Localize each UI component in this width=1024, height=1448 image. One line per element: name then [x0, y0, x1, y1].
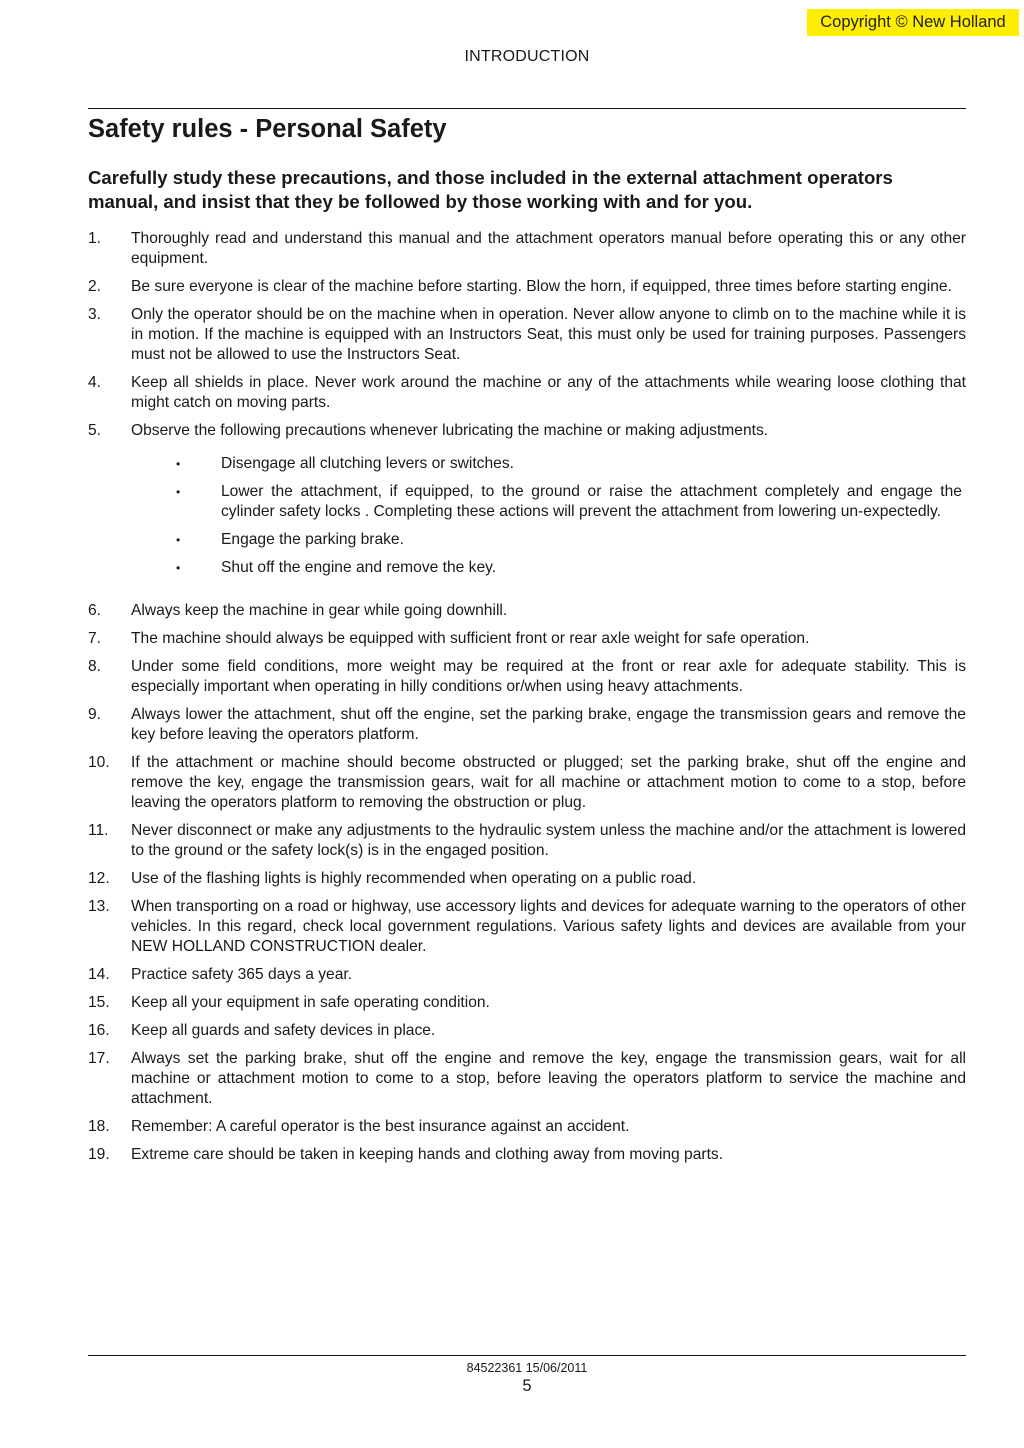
list-item: [88, 897, 966, 957]
item-number: 14.: [88, 966, 110, 983]
list-item: [88, 1049, 966, 1109]
item-number: 16.: [88, 1022, 110, 1039]
item-number: 18.: [88, 1118, 110, 1135]
bullet-icon: •: [176, 485, 181, 499]
item-text: Extreme care should be taken in keeping hands and clothing away from moving parts.: [131, 1146, 724, 1163]
precautions-sublist: [131, 454, 966, 578]
list-item: [88, 821, 966, 861]
list-item: [88, 657, 966, 697]
item-text: Always set the parking brake, shut off the engine and remove the key, engage the transmission gears, wait for all machine or attachment motion to come to a stop, before leaving the operators platform to service the machine and attachment.: [131, 1050, 966, 1107]
item-text: Only the operator should be on the machine when in operation. Never allow anyone to climb on to the machine while it is in motion. If the machine is equipped with an Instructors Seat, this must only be used for training purposes. Passengers must not be allowed to use the Instructors Seat.: [131, 306, 966, 363]
item-text: Observe the following precautions whenever lubricating the machine or making adjustments.: [131, 422, 769, 439]
item-text: Use of the flashing lights is highly recommended when operating on a public road.: [131, 870, 697, 887]
item-text: Remember: A careful operator is the best insurance against an accident.: [131, 1118, 630, 1135]
item-number: 10.: [88, 754, 110, 771]
document-id: 84522361 15/06/2011: [466, 1361, 588, 1375]
list-item: [88, 869, 966, 889]
footer-divider: [88, 1355, 966, 1356]
item-text: Keep all guards and safety devices in place.: [131, 1022, 436, 1039]
list-item: [88, 305, 966, 365]
list-item: [88, 705, 966, 745]
item-text: Be sure everyone is clear of the machine before starting. Blow the horn, if equipped, three times before starting engine.: [131, 278, 952, 295]
item-text: Always keep the machine in gear while going downhill.: [131, 602, 508, 619]
sublist-item-text: Engage the parking brake.: [221, 531, 404, 548]
list-item: [88, 629, 966, 649]
sublist-item-text: Lower the attachment, if equipped, to the ground or raise the attachment completely and engage the cylinder safety locks . Completing these actions will prevent the attachment from lowering un-expectedly.: [221, 483, 962, 520]
bullet-icon: •: [176, 533, 181, 547]
item-number: 3.: [88, 306, 102, 323]
page-title: Safety rules - Personal Safety: [88, 115, 447, 143]
copyright-badge: Copyright © New Holland: [807, 9, 1019, 36]
list-item: [88, 277, 966, 297]
page-number: 5: [522, 1377, 532, 1395]
sublist-item-text: Disengage all clutching levers or switches.: [221, 455, 514, 472]
item-number: 5.: [88, 422, 102, 439]
item-number: 19.: [88, 1146, 110, 1163]
safety-rules-list: [88, 229, 966, 1173]
item-number: 7.: [88, 630, 102, 647]
intro-paragraph: Carefully study these precautions, and those included in the external attachment operators manual, and insist that they be followed by those working with and for you.: [88, 167, 893, 212]
sublist-item: [131, 482, 966, 522]
bullet-icon: •: [176, 561, 181, 575]
item-number: 12.: [88, 870, 110, 887]
sublist-item: [131, 558, 966, 578]
list-item: [88, 229, 966, 269]
item-text: If the attachment or machine should become obstructed or plugged; set the parking brake, shut off the engine and remove the key, engage the transmission gears, wait for all machine or attachment motion to come to a stop, before leaving the operators platform to removing the obstruction or plug.: [131, 754, 966, 811]
item-text: When transporting on a road or highway, use accessory lights and devices for adequate warning to the operators of other vehicles. In this regard, check local government regulations. Various safety lights and devices are available from your NEW HOLLAND CONSTRUCTION dealer.: [131, 898, 966, 955]
sublist-item: [131, 530, 966, 550]
item-text: Keep all shields in place. Never work around the machine or any of the attachments while wearing loose clothing that might catch on moving parts.: [131, 374, 966, 411]
item-number: 11.: [88, 822, 109, 839]
item-number: 4.: [88, 374, 102, 391]
sublist-item: [131, 454, 966, 474]
list-item: [88, 993, 966, 1013]
list-item: [88, 373, 966, 413]
list-item: [88, 421, 966, 578]
header-divider: [88, 108, 966, 109]
item-number: 1.: [88, 230, 102, 247]
item-text: Never disconnect or make any adjustments to the hydraulic system unless the machine and/or the attachment is lowered to the ground or the safety lock(s) is in the engaged position.: [131, 822, 966, 859]
item-number: 17.: [88, 1050, 110, 1067]
list-item: [88, 1117, 966, 1137]
item-text: Always lower the attachment, shut off the engine, set the parking brake, engage the transmission gears and remove the key before leaving the operators platform.: [131, 706, 966, 743]
list-item: [88, 601, 966, 621]
list-item: [88, 1021, 966, 1041]
item-text: Keep all your equipment in safe operating condition.: [131, 994, 490, 1011]
item-number: 15.: [88, 994, 110, 1011]
item-text: Under some field conditions, more weight may be required at the front or rear axle for adequate stability. This is especially important when operating in hilly conditions or/when using heavy attachments.: [131, 658, 966, 695]
item-number: 2.: [88, 278, 102, 295]
list-item: [88, 753, 966, 813]
running-header: INTRODUCTION: [464, 48, 590, 65]
item-number: 9.: [88, 706, 102, 723]
list-item: [88, 1145, 966, 1165]
item-text: The machine should always be equipped with sufficient front or rear axle weight for safe operation.: [131, 630, 810, 647]
list-item: [88, 965, 966, 985]
item-text: Thoroughly read and understand this manual and the attachment operators manual before operating this or any other equipment.: [131, 230, 966, 267]
item-number: 13.: [88, 898, 110, 915]
bullet-icon: •: [176, 457, 181, 471]
item-number: 6.: [88, 602, 102, 619]
item-number: 8.: [88, 658, 102, 675]
item-text: Practice safety 365 days a year.: [131, 966, 353, 983]
sublist-item-text: Shut off the engine and remove the key.: [221, 559, 497, 576]
